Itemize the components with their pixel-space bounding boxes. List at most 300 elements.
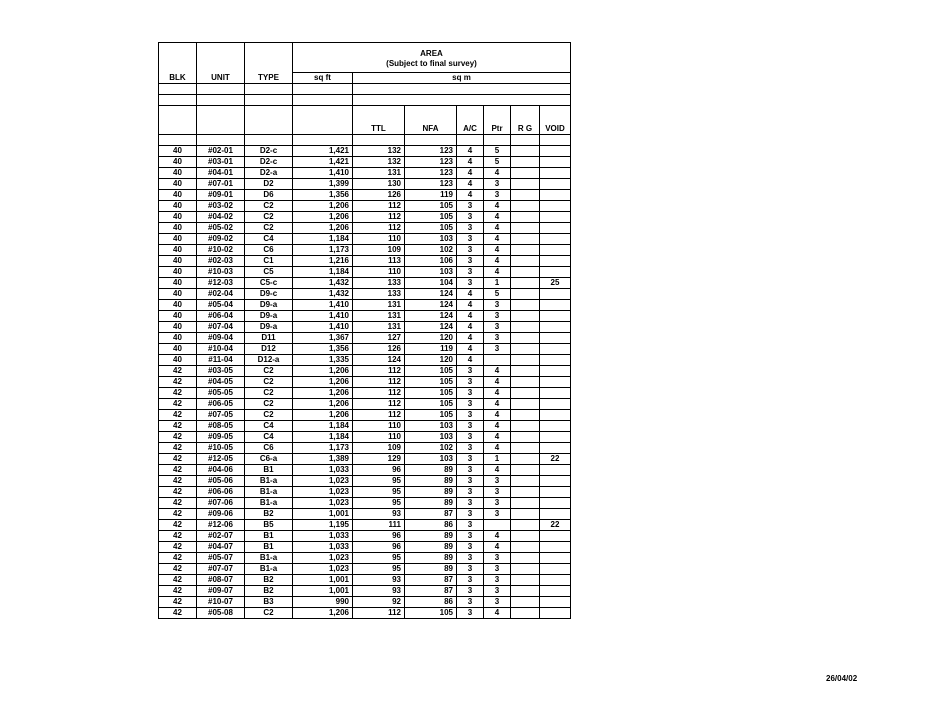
cell-type: B1 (245, 542, 293, 553)
cell-ttl: 93 (353, 575, 405, 586)
cell-blk: 42 (159, 443, 197, 454)
cell-blk: 40 (159, 256, 197, 267)
table-row (159, 608, 571, 619)
cell-ttl: 112 (353, 388, 405, 399)
cell-ac: 3 (457, 454, 484, 465)
cell-unit: #07-06 (197, 498, 245, 509)
cell-unit: #03-02 (197, 201, 245, 212)
header-area (293, 43, 571, 73)
cell-ptr: 5 (484, 146, 511, 157)
cell-blk: 40 (159, 234, 197, 245)
cell-rg (511, 256, 540, 267)
cell-rg (511, 333, 540, 344)
cell-blk: 40 (159, 212, 197, 223)
cell-sqft: 1,410 (293, 300, 353, 311)
cell-unit: #05-04 (197, 300, 245, 311)
cell-ttl: 131 (353, 168, 405, 179)
cell-rg (511, 212, 540, 223)
cell-ac: 4 (457, 190, 484, 201)
cell-nfa: 103 (405, 234, 457, 245)
cell-rg (511, 201, 540, 212)
cell-rg (511, 289, 540, 300)
cell-type: D9-a (245, 300, 293, 311)
cell-sqft: 1,356 (293, 344, 353, 355)
cell-sqft: 1,206 (293, 366, 353, 377)
cell-rg (511, 432, 540, 443)
cell-blk: 42 (159, 608, 197, 619)
cell-rg (511, 487, 540, 498)
cell-ac: 4 (457, 355, 484, 366)
cell-ac: 4 (457, 344, 484, 355)
cell-ptr: 3 (484, 300, 511, 311)
cell-ttl: 132 (353, 157, 405, 168)
cell-ttl: 95 (353, 487, 405, 498)
cell-ac: 4 (457, 179, 484, 190)
cell-ac: 3 (457, 432, 484, 443)
cell-unit: #05-08 (197, 608, 245, 619)
cell-sqft: 1,432 (293, 289, 353, 300)
header-ptr: Ptr (484, 106, 511, 135)
cell-rg (511, 223, 540, 234)
cell-ptr: 4 (484, 421, 511, 432)
cell-ac: 3 (457, 366, 484, 377)
cell-type: C4 (245, 421, 293, 432)
cell-blk: 40 (159, 278, 197, 289)
cell-type: C2 (245, 608, 293, 619)
table-row (159, 410, 571, 421)
cell-nfa: 105 (405, 377, 457, 388)
cell-ac: 3 (457, 608, 484, 619)
header-nfa: NFA (405, 106, 457, 135)
cell-sqft: 990 (293, 597, 353, 608)
cell-rg (511, 146, 540, 157)
cell-rg (511, 608, 540, 619)
cell-sqft: 1,421 (293, 146, 353, 157)
cell-unit: #03-05 (197, 366, 245, 377)
table-row (159, 432, 571, 443)
cell-sqft: 1,421 (293, 157, 353, 168)
cell-unit: #05-02 (197, 223, 245, 234)
cell-unit: #02-07 (197, 531, 245, 542)
cell-ac: 3 (457, 256, 484, 267)
cell-type: B1-a (245, 476, 293, 487)
cell-rg (511, 179, 540, 190)
header-area-subtitle: (Subject to final survey) (386, 59, 477, 68)
cell-blk: 40 (159, 157, 197, 168)
cell-blk: 40 (159, 355, 197, 366)
cell-ptr: 3 (484, 333, 511, 344)
cell-nfa: 104 (405, 278, 457, 289)
cell-ac: 3 (457, 476, 484, 487)
cell-blk: 42 (159, 597, 197, 608)
cell-rg (511, 520, 540, 531)
header-rg: R G (511, 106, 540, 135)
cell-ptr: 3 (484, 586, 511, 597)
cell-ptr: 3 (484, 597, 511, 608)
table-row (159, 311, 571, 322)
cell-rg (511, 344, 540, 355)
cell-nfa: 87 (405, 586, 457, 597)
cell-type: B1-a (245, 553, 293, 564)
table-row (159, 388, 571, 399)
cell-ptr: 4 (484, 267, 511, 278)
cell-ttl: 124 (353, 355, 405, 366)
cell-ac: 3 (457, 520, 484, 531)
cell-unit: #02-04 (197, 289, 245, 300)
cell-void (540, 366, 571, 377)
cell-void (540, 509, 571, 520)
cell-blk: 40 (159, 333, 197, 344)
cell-nfa: 123 (405, 146, 457, 157)
table-row (159, 564, 571, 575)
cell-rg (511, 278, 540, 289)
cell-ttl: 109 (353, 443, 405, 454)
cell-unit: #04-05 (197, 377, 245, 388)
cell-blk: 42 (159, 476, 197, 487)
cell-type: D6 (245, 190, 293, 201)
cell-unit: #07-04 (197, 322, 245, 333)
cell-sqft: 1,216 (293, 256, 353, 267)
cell-sqft: 1,399 (293, 179, 353, 190)
cell-nfa: 123 (405, 179, 457, 190)
cell-void (540, 245, 571, 256)
cell-void (540, 333, 571, 344)
cell-type: C2 (245, 212, 293, 223)
cell-unit: #02-01 (197, 146, 245, 157)
cell-void (540, 597, 571, 608)
cell-ptr: 4 (484, 168, 511, 179)
cell-ttl: 110 (353, 432, 405, 443)
cell-ttl: 131 (353, 322, 405, 333)
cell-ttl: 95 (353, 564, 405, 575)
header-ttl: TTL (353, 106, 405, 135)
cell-unit: #09-04 (197, 333, 245, 344)
table-row (159, 542, 571, 553)
cell-unit: #10-04 (197, 344, 245, 355)
cell-type: C2 (245, 377, 293, 388)
cell-type: D9-c (245, 289, 293, 300)
cell-ptr: 3 (484, 487, 511, 498)
cell-ptr: 1 (484, 454, 511, 465)
cell-ttl: 96 (353, 465, 405, 476)
cell-unit: #05-05 (197, 388, 245, 399)
cell-type: D2-a (245, 168, 293, 179)
cell-type: C2 (245, 201, 293, 212)
cell-void (540, 531, 571, 542)
header-ac: A/C (457, 106, 484, 135)
cell-blk: 40 (159, 311, 197, 322)
cell-rg (511, 168, 540, 179)
cell-nfa: 105 (405, 410, 457, 421)
cell-unit: #07-05 (197, 410, 245, 421)
cell-ac: 3 (457, 212, 484, 223)
cell-void (540, 377, 571, 388)
cell-blk: 40 (159, 190, 197, 201)
cell-nfa: 105 (405, 212, 457, 223)
cell-void (540, 289, 571, 300)
cell-rg (511, 465, 540, 476)
cell-nfa: 102 (405, 245, 457, 256)
cell-ptr: 4 (484, 212, 511, 223)
cell-ptr: 4 (484, 608, 511, 619)
cell-type: D12-a (245, 355, 293, 366)
cell-sqft: 1,184 (293, 432, 353, 443)
cell-blk: 42 (159, 553, 197, 564)
cell-ptr: 4 (484, 399, 511, 410)
cell-type: D2-c (245, 146, 293, 157)
cell-blk: 42 (159, 432, 197, 443)
cell-blk: 40 (159, 344, 197, 355)
cell-ttl: 112 (353, 201, 405, 212)
cell-ttl: 93 (353, 586, 405, 597)
table-row (159, 575, 571, 586)
cell-blk: 42 (159, 586, 197, 597)
cell-sqft: 1,367 (293, 333, 353, 344)
cell-ttl: 132 (353, 146, 405, 157)
cell-unit: #10-03 (197, 267, 245, 278)
table-header (159, 43, 571, 146)
cell-void (540, 146, 571, 157)
cell-blk: 42 (159, 564, 197, 575)
cell-nfa: 89 (405, 498, 457, 509)
cell-void (540, 476, 571, 487)
cell-ac: 3 (457, 498, 484, 509)
cell-nfa: 103 (405, 454, 457, 465)
table-row (159, 289, 571, 300)
cell-ac: 4 (457, 322, 484, 333)
cell-rg (511, 366, 540, 377)
table-row (159, 168, 571, 179)
cell-void (540, 212, 571, 223)
cell-ptr: 4 (484, 388, 511, 399)
cell-ac: 3 (457, 443, 484, 454)
cell-ptr (484, 355, 511, 366)
cell-sqft: 1,033 (293, 542, 353, 553)
cell-void (540, 190, 571, 201)
table-row (159, 201, 571, 212)
cell-void (540, 388, 571, 399)
cell-ac: 3 (457, 410, 484, 421)
cell-ttl: 112 (353, 212, 405, 223)
header-area-title: AREA (420, 49, 443, 58)
cell-ac: 3 (457, 421, 484, 432)
cell-sqft: 1,206 (293, 608, 353, 619)
cell-type: C2 (245, 366, 293, 377)
table-row (159, 267, 571, 278)
cell-ptr: 3 (484, 553, 511, 564)
cell-ac: 4 (457, 168, 484, 179)
cell-type: C4 (245, 234, 293, 245)
cell-sqft: 1,410 (293, 168, 353, 179)
table-row (159, 190, 571, 201)
table-row (159, 399, 571, 410)
cell-nfa: 105 (405, 223, 457, 234)
cell-ptr (484, 520, 511, 531)
cell-nfa: 119 (405, 344, 457, 355)
cell-nfa: 87 (405, 575, 457, 586)
cell-sqft: 1,206 (293, 377, 353, 388)
cell-unit: #09-05 (197, 432, 245, 443)
cell-nfa: 89 (405, 487, 457, 498)
cell-rg (511, 377, 540, 388)
cell-nfa: 103 (405, 267, 457, 278)
cell-ttl: 110 (353, 267, 405, 278)
cell-type: D9-a (245, 322, 293, 333)
cell-nfa: 123 (405, 157, 457, 168)
cell-ptr: 4 (484, 245, 511, 256)
header-sqft: sq ft (293, 73, 353, 84)
cell-ptr: 4 (484, 377, 511, 388)
cell-nfa: 89 (405, 542, 457, 553)
cell-rg (511, 597, 540, 608)
cell-ttl: 95 (353, 553, 405, 564)
cell-nfa: 86 (405, 520, 457, 531)
cell-ttl: 131 (353, 300, 405, 311)
cell-ac: 3 (457, 223, 484, 234)
cell-rg (511, 410, 540, 421)
cell-nfa: 89 (405, 553, 457, 564)
cell-blk: 42 (159, 388, 197, 399)
table-row (159, 245, 571, 256)
cell-ttl: 112 (353, 608, 405, 619)
cell-type: B1-a (245, 498, 293, 509)
cell-unit: #08-07 (197, 575, 245, 586)
cell-unit: #09-01 (197, 190, 245, 201)
cell-unit: #12-03 (197, 278, 245, 289)
cell-sqft: 1,335 (293, 355, 353, 366)
cell-sqft: 1,206 (293, 388, 353, 399)
cell-blk: 40 (159, 300, 197, 311)
cell-rg (511, 388, 540, 399)
cell-type: B1-a (245, 487, 293, 498)
header-type: TYPE (245, 43, 293, 84)
header-spacer-row (159, 95, 571, 106)
cell-sqft: 1,184 (293, 234, 353, 245)
cell-ac: 3 (457, 509, 484, 520)
cell-void (540, 586, 571, 597)
cell-rg (511, 421, 540, 432)
cell-nfa: 124 (405, 322, 457, 333)
cell-nfa: 124 (405, 289, 457, 300)
cell-unit: #10-02 (197, 245, 245, 256)
table-row (159, 487, 571, 498)
cell-ptr: 4 (484, 542, 511, 553)
cell-ttl: 112 (353, 399, 405, 410)
table-row (159, 322, 571, 333)
cell-blk: 40 (159, 146, 197, 157)
cell-void (540, 168, 571, 179)
cell-sqft: 1,206 (293, 223, 353, 234)
cell-nfa: 105 (405, 388, 457, 399)
cell-ptr: 4 (484, 531, 511, 542)
cell-rg (511, 553, 540, 564)
cell-type: C4 (245, 432, 293, 443)
cell-ptr: 4 (484, 366, 511, 377)
cell-nfa: 123 (405, 168, 457, 179)
cell-rg (511, 454, 540, 465)
cell-unit: #12-06 (197, 520, 245, 531)
cell-type: D2-c (245, 157, 293, 168)
cell-ttl: 109 (353, 245, 405, 256)
table-row (159, 377, 571, 388)
cell-ptr: 3 (484, 311, 511, 322)
table-row (159, 223, 571, 234)
cell-rg (511, 575, 540, 586)
cell-nfa: 119 (405, 190, 457, 201)
cell-sqft: 1,206 (293, 212, 353, 223)
cell-ac: 3 (457, 553, 484, 564)
cell-unit: #08-05 (197, 421, 245, 432)
cell-void (540, 179, 571, 190)
table-row (159, 586, 571, 597)
cell-ttl: 126 (353, 190, 405, 201)
cell-type: D9-a (245, 311, 293, 322)
cell-unit: #12-05 (197, 454, 245, 465)
cell-void (540, 487, 571, 498)
cell-unit: #04-02 (197, 212, 245, 223)
cell-blk: 42 (159, 498, 197, 509)
cell-ptr: 4 (484, 234, 511, 245)
cell-blk: 40 (159, 289, 197, 300)
cell-ptr: 3 (484, 476, 511, 487)
table-row (159, 355, 571, 366)
cell-unit: #10-07 (197, 597, 245, 608)
cell-void (540, 157, 571, 168)
cell-ac: 3 (457, 575, 484, 586)
cell-type: C2 (245, 399, 293, 410)
cell-ptr: 3 (484, 179, 511, 190)
cell-blk: 42 (159, 465, 197, 476)
cell-nfa: 105 (405, 399, 457, 410)
cell-ac: 3 (457, 245, 484, 256)
cell-blk: 40 (159, 179, 197, 190)
cell-blk: 42 (159, 410, 197, 421)
cell-sqft: 1,033 (293, 465, 353, 476)
cell-ttl: 112 (353, 410, 405, 421)
cell-void (540, 498, 571, 509)
cell-ptr: 3 (484, 498, 511, 509)
cell-rg (511, 531, 540, 542)
cell-rg (511, 476, 540, 487)
cell-ac: 3 (457, 388, 484, 399)
cell-ptr: 4 (484, 256, 511, 267)
cell-ptr: 5 (484, 157, 511, 168)
table-row (159, 553, 571, 564)
cell-void (540, 311, 571, 322)
cell-sqft: 1,033 (293, 531, 353, 542)
cell-blk: 40 (159, 201, 197, 212)
cell-void (540, 355, 571, 366)
cell-nfa: 106 (405, 256, 457, 267)
cell-nfa: 120 (405, 355, 457, 366)
cell-sqft: 1,389 (293, 454, 353, 465)
cell-void (540, 575, 571, 586)
cell-rg (511, 234, 540, 245)
cell-blk: 42 (159, 377, 197, 388)
cell-ac: 4 (457, 146, 484, 157)
cell-type: B1-a (245, 564, 293, 575)
cell-unit: #09-02 (197, 234, 245, 245)
cell-type: B2 (245, 575, 293, 586)
cell-ptr: 4 (484, 432, 511, 443)
cell-ac: 4 (457, 157, 484, 168)
table-row (159, 366, 571, 377)
cell-void (540, 223, 571, 234)
cell-void (540, 256, 571, 267)
cell-void (540, 300, 571, 311)
cell-nfa: 103 (405, 421, 457, 432)
cell-void (540, 443, 571, 454)
